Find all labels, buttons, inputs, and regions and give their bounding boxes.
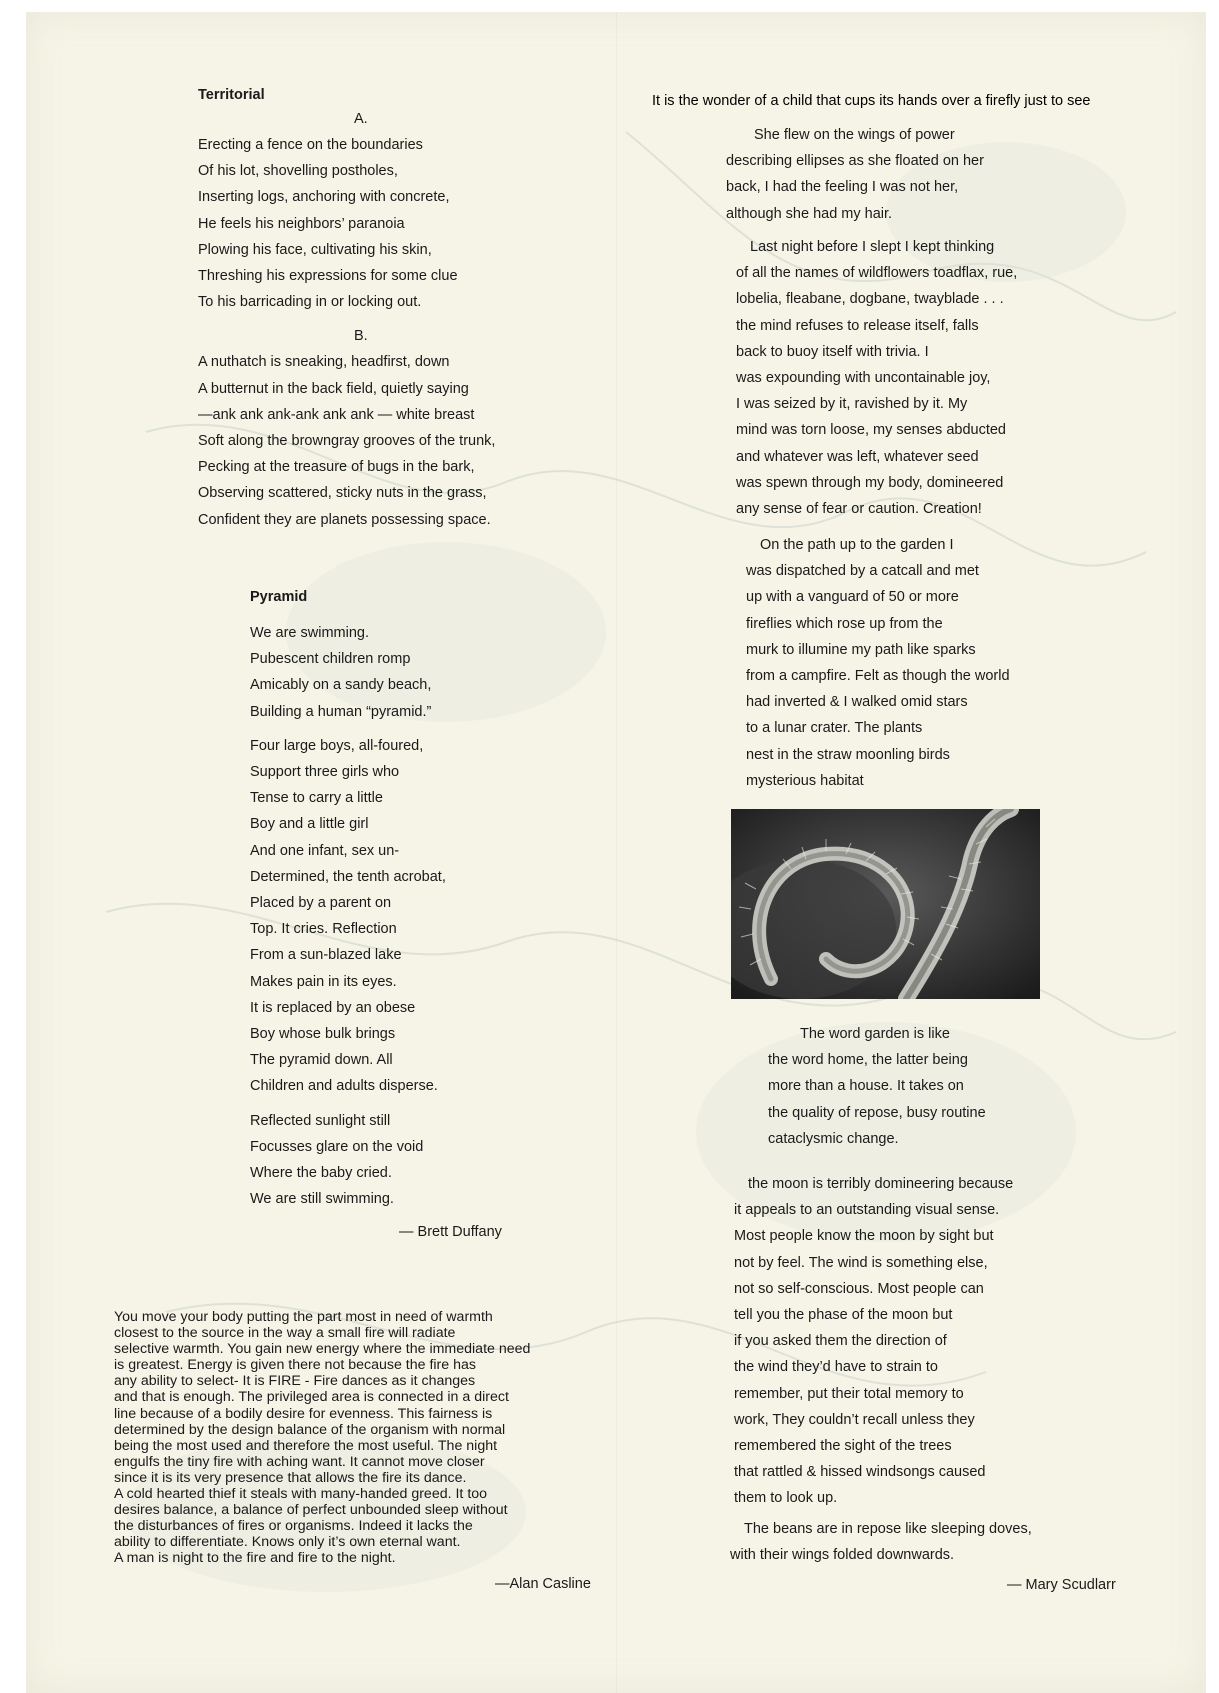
prose-line: You move your body putting the part most in need of warmth [114, 1309, 493, 1325]
prose-line: A man is night to the fire and fire to the night. [114, 1550, 396, 1567]
poem-line: it appeals to an outstanding visual sense. [734, 1202, 1000, 1219]
territorial-poem [198, 84, 495, 533]
poem-line: up with a vanguard of 50 or more [746, 589, 959, 606]
prose-line: selective warmth. You gain new energy where the immediate need [114, 1341, 531, 1358]
poem-line: fireflies which rose up from the [746, 615, 943, 632]
poem-title: Pyramid [250, 589, 308, 605]
poem-line: the word home, the latter being [768, 1052, 968, 1069]
wonder-paragraph-4 [768, 1021, 986, 1152]
photo-image [731, 809, 1040, 999]
poem-line: tell you the phase of the moon but [734, 1307, 953, 1324]
poem-line: back, I had the feeling I was not her, [726, 179, 959, 196]
prose-line: any ability to select- It is FIRE - Fire dances as it changes [114, 1373, 476, 1390]
poem-line: the quality of repose, busy routine [768, 1104, 986, 1121]
poem-line: mind was torn loose, my senses abducted [736, 422, 1006, 439]
poem-line: nest in the straw moonling birds [746, 746, 950, 763]
poem-line: any sense of fear or caution. Creation! [736, 501, 982, 518]
poem-line: was dispatched by a catcall and met [746, 563, 979, 580]
poem-line: Last night before I slept I kept thinking [750, 239, 995, 255]
stanza-b [198, 349, 495, 532]
stanza-2 [250, 733, 446, 1100]
poem-line: Building a human “pyramid.” [250, 703, 432, 720]
center-fold [616, 12, 617, 1693]
poem-line: Threshing his expressions for some clue [198, 268, 458, 285]
poem-line: cataclysmic change. [768, 1130, 899, 1147]
poem-line: —ank ank ank-ank ank ank — white breast [198, 406, 475, 423]
author-credit: — Brett Duffany [399, 1224, 502, 1240]
poem-line: Boy and a little girl [250, 816, 369, 833]
section-label-b: B. [354, 328, 368, 345]
section-label-a: A. [354, 111, 368, 127]
poem-line: not so self-conscious. Most people can [734, 1280, 984, 1297]
poem-line: Pecking at the treasure of bugs in the bark, [198, 459, 475, 476]
poem-line: with their wings folded downwards. [730, 1547, 955, 1564]
poem-line: Reflected sunlight still [250, 1112, 391, 1129]
poem-line: Support three girls who [250, 764, 400, 781]
poem-line: if you asked them the direction of [734, 1333, 947, 1350]
poem-line: lobelia, fleabane, dogbane, twayblade . . . [736, 291, 1004, 308]
prose-line: engulfs the tiny fire with aching want. It cannot move closer [114, 1453, 485, 1470]
poem-line: Placed by a parent on [250, 895, 392, 912]
poem-line: He feels his neighbors’ paranoia [198, 215, 405, 232]
poem-title: Territorial [198, 87, 265, 103]
prose-line: and that is enough. The privileged area is connected in a direct [114, 1389, 509, 1406]
prose-line: being the most used and therefore the most useful. The night [114, 1437, 498, 1454]
prose-line: ability to differentiate. Knows only it’s own eternal want. [114, 1534, 461, 1551]
poem-line: Pubescent children romp [250, 651, 411, 668]
poem-line: Tense to carry a little [250, 790, 383, 807]
poem-line: had inverted & I walked omid stars [746, 694, 968, 711]
prose-line: since it is its very presence that allows the fire its dance. [114, 1469, 467, 1486]
wonder-paragraph-1 [726, 122, 984, 227]
poem-line: The word garden is like [800, 1026, 950, 1042]
poem-line: It is replaced by an obese [250, 999, 416, 1016]
poem-line: the mind refuses to release itself, falls [736, 317, 979, 334]
poem-line: Soft along the browngray grooves of the trunk, [198, 433, 496, 450]
poem-line: Children and adults disperse. [250, 1078, 438, 1095]
poem-line: A nuthatch is sneaking, headfirst, down [198, 354, 450, 371]
author-credit: —Alan Casline [495, 1576, 591, 1592]
wonder-paragraph-6 [730, 1516, 1032, 1568]
poem-line: the moon is terribly domineering because [748, 1176, 1014, 1192]
poem-line: to a lunar crater. The plants [746, 720, 923, 737]
poem-line: from a campfire. Felt as though the world [746, 668, 1010, 685]
poem-line: back to buoy itself with trivia. I [736, 343, 929, 360]
author-credit: — Mary Scudlarr [1007, 1577, 1116, 1593]
prose-line: closest to the source in the way a small fire will radiate [114, 1325, 456, 1342]
prose-line: A cold hearted thief it steals with many-handed greed. It too [114, 1486, 488, 1503]
poem-line: A butternut in the back field, quietly saying [198, 380, 469, 397]
poem-line: We are still swimming. [250, 1191, 394, 1208]
poem-line: Amicably on a sandy beach, [250, 677, 432, 694]
poem-line: Most people know the moon by sight but [734, 1228, 994, 1245]
poem-line: To his barricading in or locking out. [198, 294, 422, 311]
poem-line: remember, put their total memory to [734, 1385, 964, 1402]
poem-line: Plowing his face, cultivating his skin, [198, 241, 432, 258]
stanza-a [198, 132, 495, 315]
prose-line: is greatest. Energy is given there not because the fire has [114, 1357, 476, 1374]
poem-line: Focusses glare on the void [250, 1138, 424, 1155]
poem-line: Makes pain in its eyes. [250, 973, 397, 990]
poem-line: mysterious habitat [746, 772, 864, 789]
poem-line: was expounding with uncontainable joy, [736, 370, 991, 387]
poem-line: Determined, the tenth acrobat, [250, 868, 446, 885]
poem-line: murk to illumine my path like sparks [746, 641, 976, 658]
poem-line: that rattled & hissed windsongs caused [734, 1464, 986, 1481]
poem-line: Erecting a fence on the boundaries [198, 137, 423, 153]
poem-line: remembered the sight of the trees [734, 1438, 952, 1455]
prose-line: line because of a bodily desire for evenness. This fairness is [114, 1405, 493, 1422]
pyramid-poem [250, 586, 446, 1212]
poem-line: more than a house. It takes on [768, 1078, 964, 1095]
poem-line: Boy whose bulk brings [250, 1026, 396, 1043]
poem-line: From a sun-blazed lake [250, 947, 402, 964]
poem-line: of all the names of wildflowers toadflax, rue, [736, 265, 1018, 282]
fire-prose [114, 1309, 530, 1567]
stanza-1 [250, 620, 446, 725]
poem-line: Four large boys, all-foured, [250, 737, 424, 754]
poem-line: She flew on the wings of power [754, 127, 955, 143]
poem-line: although she had my hair. [726, 205, 893, 222]
poem-line: I was seized by it, ravished by it. My [736, 396, 968, 413]
poem-line: was spewn through my body, domineered [736, 474, 1004, 491]
poem-line: We are swimming. [250, 625, 369, 641]
poem-line: Confident they are planets possessing space. [198, 511, 491, 528]
poem-line: Observing scattered, sticky nuts in the grass, [198, 485, 487, 502]
prose-line: the disturbances of fires or organisms. Indeed it lacks the [114, 1518, 473, 1535]
poem-line: describing ellipses as she floated on her [726, 153, 984, 170]
poem-line: Top. It cries. Reflection [250, 921, 397, 938]
poem-line: work, They couldn’t recall unless they [734, 1411, 975, 1428]
prose-line: desires balance, a balance of perfect unbounded sleep without [114, 1502, 508, 1519]
fern-fiddlehead-photo [731, 809, 1040, 999]
wonder-paragraph-5 [734, 1171, 1014, 1512]
poem-line: And one infant, sex un- [250, 842, 400, 859]
poem-line: The beans are in repose like sleeping doves, [744, 1521, 1032, 1537]
wonder-paragraph-2 [736, 234, 1018, 522]
poem-line: The pyramid down. All [250, 1052, 393, 1069]
poem-line: On the path up to the garden I [760, 537, 954, 553]
poem-line: not by feel. The wind is something else, [734, 1254, 988, 1271]
poem-line: the wind they’d have to strain to [734, 1359, 938, 1376]
poem-line: Where the baby cried. [250, 1165, 392, 1182]
page-sheet [26, 12, 1206, 1693]
prose-line: determined by the design balance of the organism with normal [114, 1421, 506, 1438]
opening-line: It is the wonder of a child that cups its hands over a firefly just to see [652, 93, 1091, 109]
poem-line: and whatever was left, whatever seed [736, 448, 979, 465]
stanza-3 [250, 1108, 446, 1213]
wonder-paragraph-3 [746, 532, 1010, 794]
poem-line: Inserting logs, anchoring with concrete, [198, 189, 450, 206]
poem-line: Of his lot, shovelling postholes, [198, 163, 398, 180]
poem-line: them to look up. [734, 1490, 838, 1507]
